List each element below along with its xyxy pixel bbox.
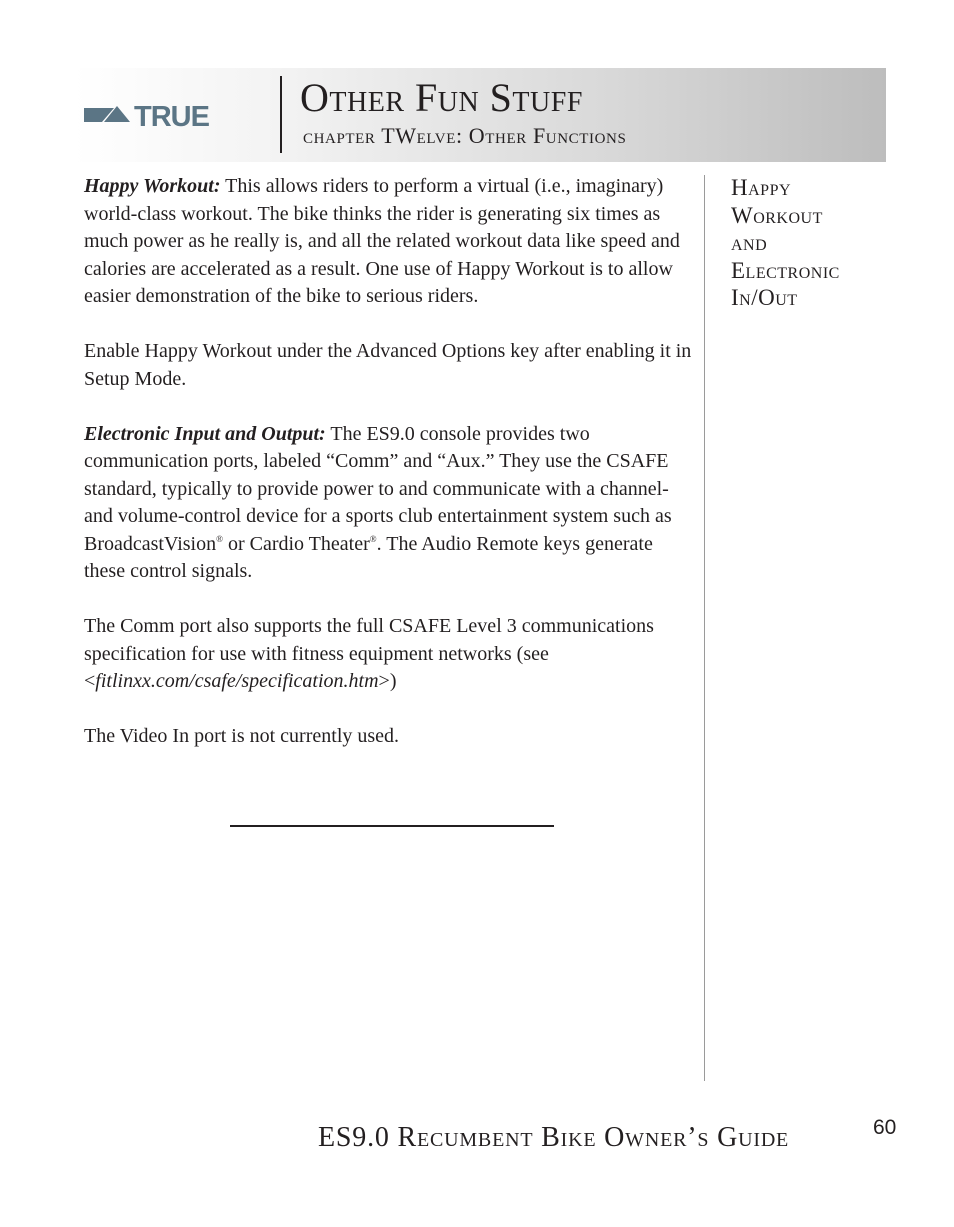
true-logo-mark <box>84 100 252 130</box>
sidebar-heading-line: and <box>731 230 768 255</box>
electronic-io-text-c: . The Audio Remote keys generate these control signals. <box>84 532 653 582</box>
sidebar-heading-line: Happy <box>731 175 792 200</box>
enable-happy-workout-paragraph: Enable Happy Workout under the Advanced Options key after enabling it in Setup Mode. <box>84 340 692 390</box>
brand-wordmark: TRUE <box>134 101 209 130</box>
sidebar-heading-line: In/Out <box>731 285 798 310</box>
happy-workout-paragraph <box>84 173 696 311</box>
comm-port-text-a: The Comm port also supports the full CSAFE Level 3 communications specification for use with fitness equipment networks (see < <box>84 615 654 692</box>
video-in-paragraph: The Video In port is not currently used. <box>84 725 400 747</box>
main-content <box>84 173 696 778</box>
registered-mark: ® <box>369 533 377 544</box>
electronic-io-text-b: or Cardio Theater <box>222 532 370 555</box>
registered-mark: ® <box>216 533 223 544</box>
footer-guide-title: ES9.0 Recumbent Bike Owner’s Guide <box>318 1122 790 1153</box>
sidebar-heading-line: Electronic <box>731 257 840 283</box>
comm-port-paragraph <box>84 613 696 696</box>
happy-workout-lead: Happy Workout: <box>84 175 221 197</box>
section-end-rule <box>230 825 554 827</box>
electronic-io-paragraph <box>84 421 696 586</box>
page-number: 60 <box>873 1116 897 1139</box>
comm-port-text-b: >) <box>378 670 397 692</box>
chapter-title: Other Fun Stuff <box>300 75 583 120</box>
sidebar-heading-line: Workout <box>731 202 823 228</box>
happy-workout-text: This allows riders to perform a virtual (i.e., imaginary) world-class workout. The bike thinks the rider is generating six times as much power as he really is, and all the related workout data like speed and calories are accelerated as a result. One use of Happy Workout is to allow easier demonstration of the bike to serious riders. <box>84 175 680 307</box>
electronic-io-text-a: The ES9.0 console provides two communication ports, labeled “Comm” and “Aux.” They use the CSAFE standard, typically to provide power to and communicate with a channel- and volume-control device for a sports club entertainment system such as BroadcastVision <box>84 422 672 555</box>
chapter-subtitle: chapter TWelve: Other Functions <box>303 123 627 148</box>
electronic-io-lead: Electronic Input and Output: <box>84 422 326 445</box>
spec-link[interactable]: fitlinxx.com/csafe/specification.htm <box>95 670 379 692</box>
true-logo <box>84 100 252 130</box>
header-divider <box>280 76 282 153</box>
sidebar-divider <box>704 175 705 1081</box>
sidebar-heading <box>731 174 901 312</box>
